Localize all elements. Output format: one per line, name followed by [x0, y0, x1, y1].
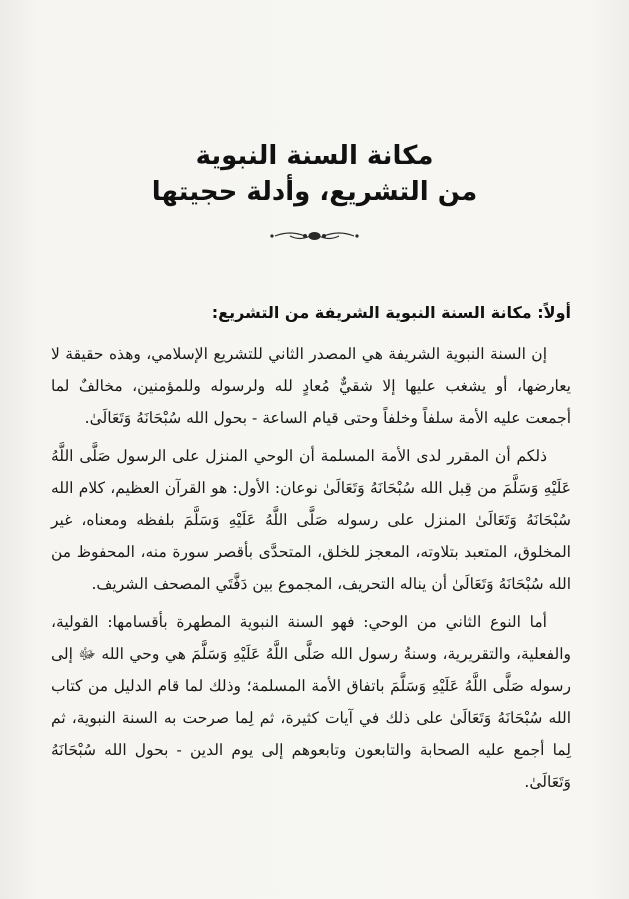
- chapter-title: [0, 138, 629, 210]
- paragraph: أما النوع الثاني من الوحي: فهو السنة النبوية المطهرة بأقسامها: القولية، والفعلية، والتقريرية، وسنةُ رسول الله صَلَّى اللَّهُ عَلَيْهِ وَسَلَّمَ هي وحي الله ﷻ إلى رسوله صَلَّى اللَّهُ عَلَيْهِ وَسَلَّمَ باتفاق الأمة المسلمة؛ وذلك لما قام الدليل من كتاب الله سُبْحَانَهُ وَتَعَالَىٰ على ذلك في آيات كثيرة، ثم لِما صرحت به السنة النبوية، ثم لِما أجمع عليه الصحابة والتابعون وتابعوهم إلى يوم الدين - بحول الله سُبْحَانَهُ وَتَعَالَىٰ.: [51, 613, 571, 791]
- body-text: [51, 338, 571, 804]
- paragraph: إن السنة النبوية الشريفة هي المصدر الثاني للتشريع الإسلامي، وهذه حقيقة لا يعارضها، أو يشغب عليها إلا شقيٌّ مُعادٍ لله ولرسوله وللمؤمنين، مخالفٌ لما أجمعت عليه الأمة سلفاً وخلفاً وحتى قيام الساعة - بحول الله سُبْحَانَهُ وَتَعَالَىٰ.: [51, 345, 571, 427]
- divider-ornament-icon: [0, 226, 629, 246]
- chapter-title-line-2: من التشريع، وأدلة حجيتها: [151, 177, 478, 207]
- chapter-title-line-1: مكانة السنة النبوية: [195, 141, 434, 171]
- paragraph: ذلكم أن المقرر لدى الأمة المسلمة أن الوحي المنزل على الرسول صَلَّى اللَّهُ عَلَيْهِ وَسَلَّمَ من قِبل الله سُبْحَانَهُ وَتَعَالَىٰ نوعان: الأول: هو القرآن العظيم، كلام الله سُبْحَانَهُ وَتَعَالَىٰ المنزل على رسوله صَلَّى اللَّهُ عَلَيْهِ وَسَلَّمَ بلفظه ومعناه، غير المخلوق، المتعبد بتلاوته، المعجز للخلق، المتحدَّى بأقصر سورة منه، المحفوظ من الله سُبْحَانَهُ وَتَعَالَىٰ أن يناله التحريف، المجموع بين دَفَّتَي المصحف الشريف.: [51, 447, 571, 593]
- section-heading: أولاً: مكانة السنة النبوية الشريفة من التشريع:: [211, 303, 571, 322]
